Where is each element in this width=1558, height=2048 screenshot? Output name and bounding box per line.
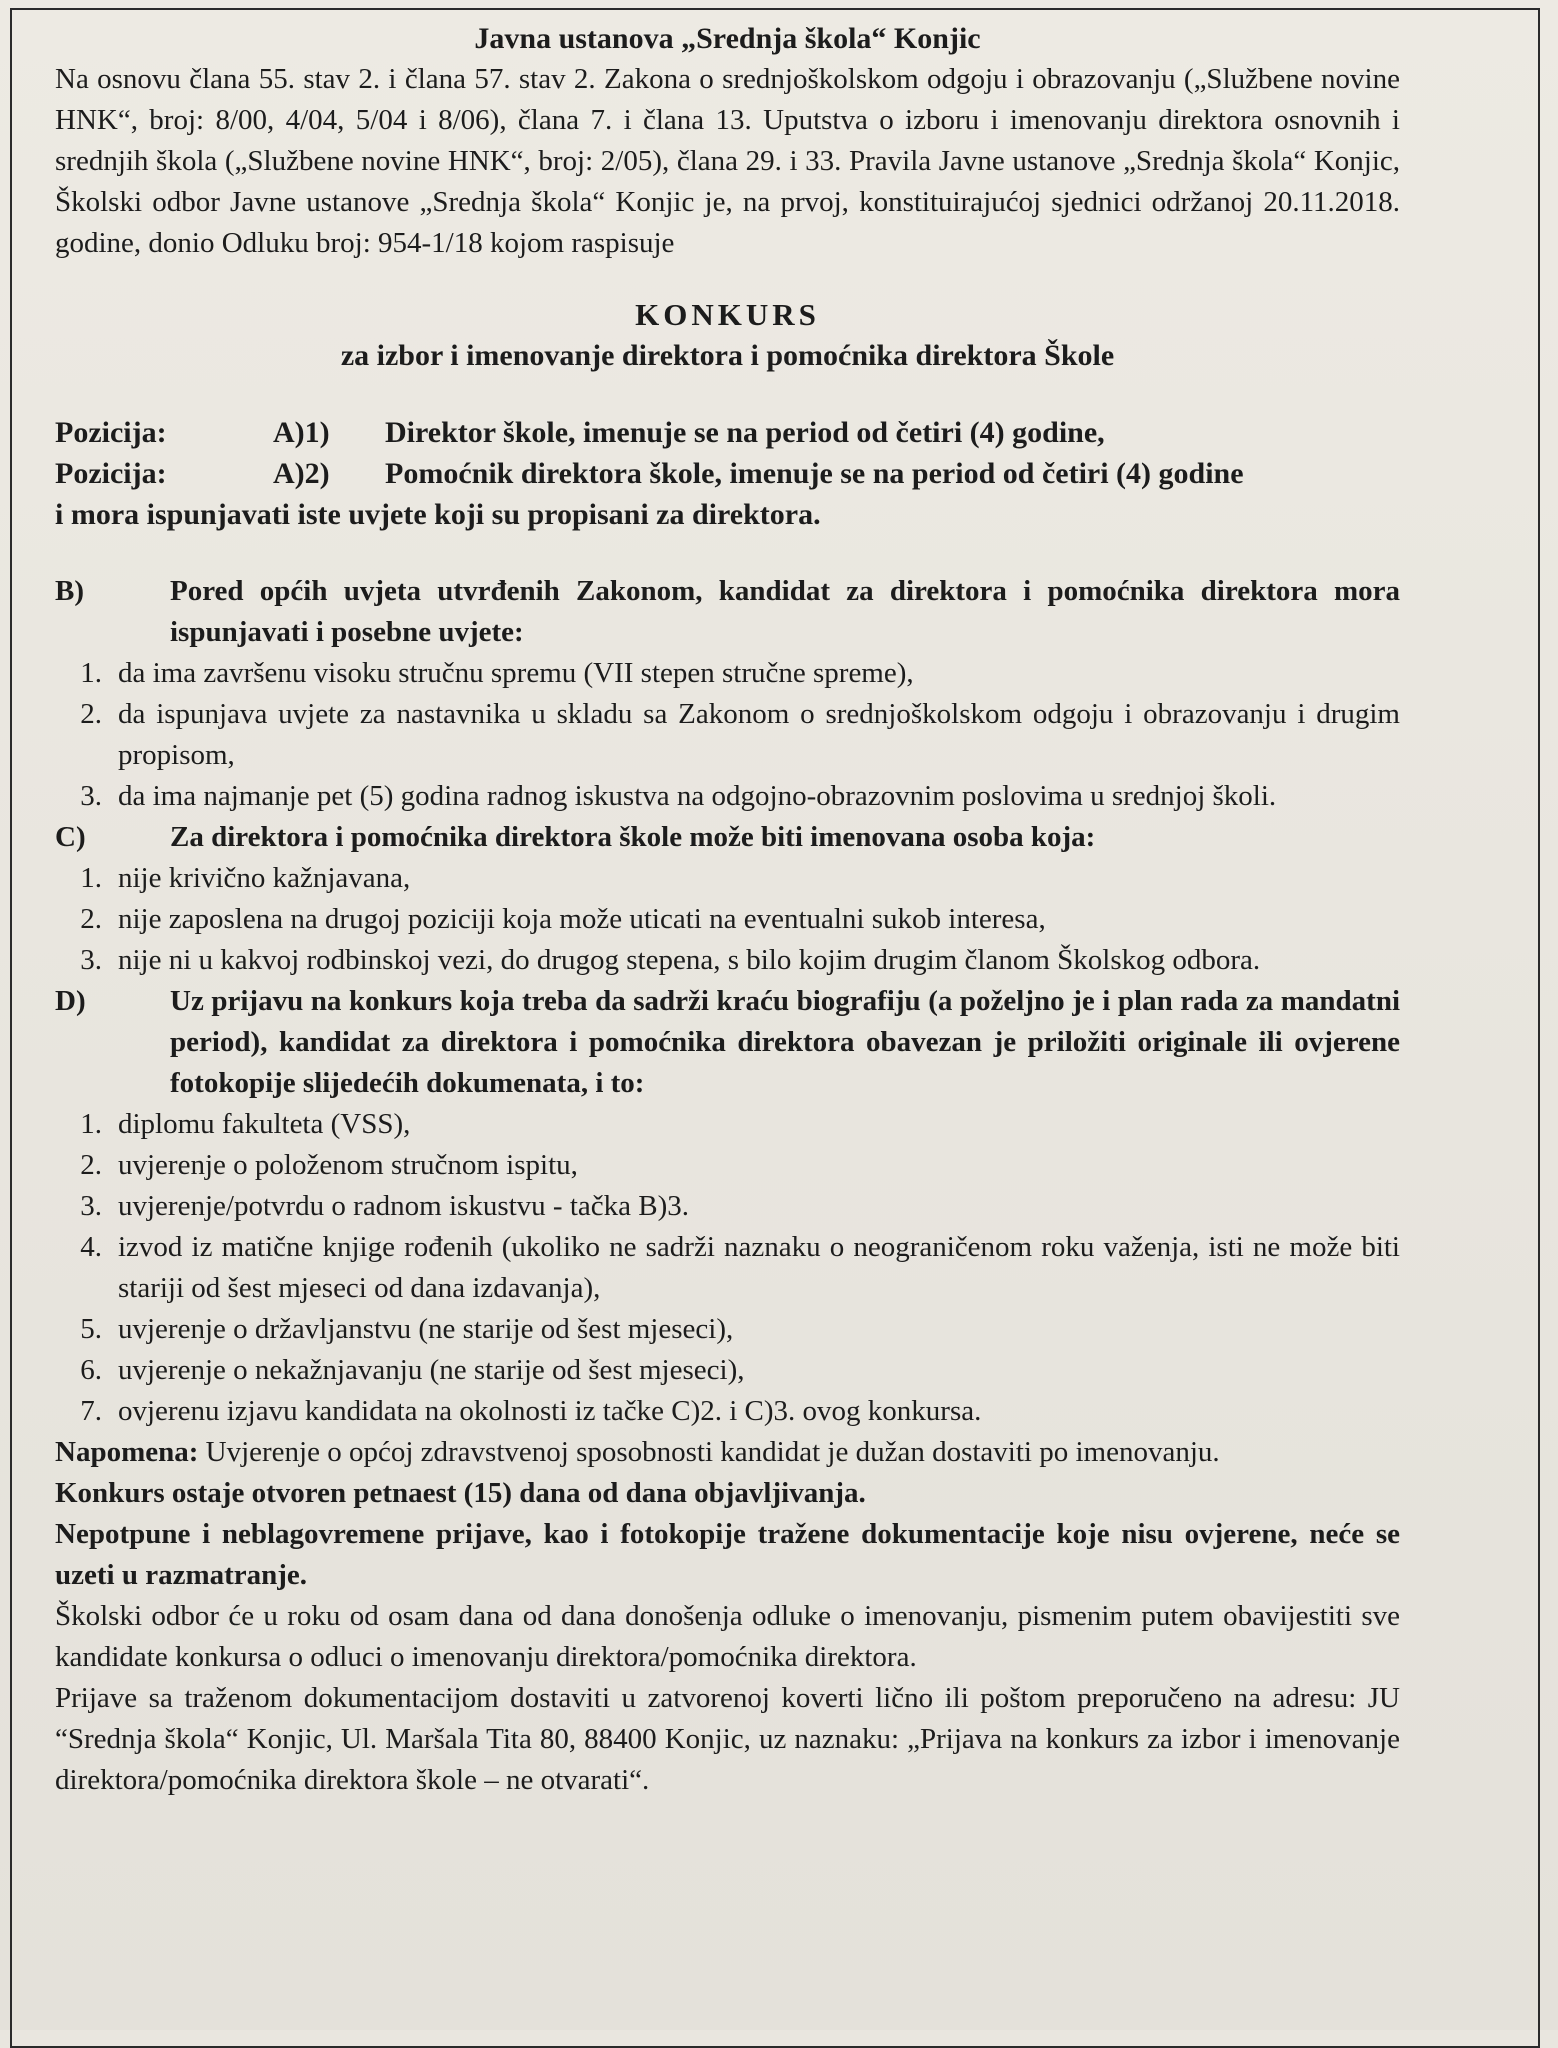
position-label: Pozicija:	[55, 457, 167, 490]
list-text: uvjerenje o nekažnjavanju (ne starije od šest mjeseci),	[118, 1354, 745, 1386]
list-number: 1.	[80, 1108, 102, 1140]
notification-paragraph: Školski odbor će u roku od osam dana od dana donošenja odluke o imenovanju, pismenim putem obavijestiti sve kandidate konkursa o odluci o imenovanju direktora/pomoćnika direktora.	[55, 1600, 1400, 1673]
section-c-list	[55, 858, 1400, 981]
list-text: da ispunjava uvjete za nastavnika u skladu sa Zakonom o srednjoškolskom odgoju i obrazovanju i drugim propisom,	[118, 698, 1400, 771]
section-d-heading	[55, 981, 1400, 1104]
list-number: 6.	[80, 1354, 102, 1386]
list-number: 1.	[80, 657, 102, 689]
list-item	[55, 1391, 1400, 1432]
document-title: KONKURS	[635, 297, 820, 332]
deadline-text: Konkurs ostaje otvoren petnaest (15) dana od dana objavljivanja.	[55, 1477, 866, 1509]
section-b-list	[55, 653, 1400, 817]
position-text: Direktor škole, imenuje se na period od četiri (4) godine,	[385, 416, 1105, 449]
list-number: 2.	[80, 698, 102, 730]
list-text: izvod iz matične knjige rođenih (ukoliko ne sadrži naznaku o neograničenom roku važenja, isti ne može biti stariji od šest mjeseci od dana izdavanja),	[118, 1231, 1400, 1304]
list-number: 3.	[80, 780, 102, 812]
list-text: nije krivično kažnjavana,	[118, 862, 411, 894]
list-item	[55, 858, 1400, 899]
list-item	[55, 1186, 1400, 1227]
note-label: Napomena:	[55, 1436, 199, 1468]
list-item	[55, 899, 1400, 940]
incomplete-applications-text: Nepotpune i neblagovremene prijave, kao i fotokopije tražene dokumentacije koje nisu ovjerene, neće se uzeti u razmatranje.	[55, 1518, 1400, 1591]
positions-continuation: i mora ispunjavati iste uvjete koji su propisani za direktora.	[55, 498, 821, 531]
list-item	[55, 1145, 1400, 1186]
submission-paragraph: Prijave sa traženom dokumentacijom dostaviti u zatvorenoj koverti lično ili poštom preporučeno na adresu: JU “Srednja škola“ Konjic, Ul. Maršala Tita 80, 88400 Konjic, uz naznaku: „Prijava na konkurs za izbor i imenovanje direktora/pomoćnika direktora škole – ne otvarati“.	[55, 1682, 1400, 1796]
list-text: uvjerenje o položenom stručnom ispitu,	[118, 1149, 578, 1181]
list-number: 3.	[80, 944, 102, 976]
position-code: A)1)	[273, 416, 330, 449]
section-d-list	[55, 1104, 1400, 1432]
list-item	[55, 1309, 1400, 1350]
list-item	[55, 694, 1400, 776]
list-number: 1.	[80, 862, 102, 894]
note-paragraph	[55, 1432, 1400, 1473]
section-heading: Uz prijavu na konkurs koja treba da sadrži kraću biografiju (a poželjno je i plan rada za mandatni period), kandidat za direktora i pomoćnika direktora obavezan je priložiti originale ili ovjerene fotokopije slijedećih dokumenata, i to:	[170, 985, 1400, 1099]
list-number: 4.	[80, 1231, 102, 1263]
list-number: 7.	[80, 1395, 102, 1427]
institution-name: Javna ustanova „Srednja škola“ Konjic	[474, 22, 981, 55]
list-text: da ima najmanje pet (5) godina radnog iskustva na odgojno-obrazovnim poslovima u srednjoj školi.	[118, 780, 1277, 812]
document-subtitle: za izbor i imenovanje direktora i pomoćnika direktora Škole	[340, 339, 1115, 372]
position-code: A)2)	[273, 457, 330, 490]
list-item	[55, 653, 1400, 694]
section-heading: Pored općih uvjeta utvrđenih Zakonom, kandidat za direktora i pomoćnika direktora mora ispunjavati i posebne uvjete:	[170, 575, 1400, 648]
list-text: nije zaposlena na drugoj poziciji koja može uticati na eventualni sukob interesa,	[118, 903, 1046, 935]
position-label: Pozicija:	[55, 416, 167, 449]
list-text: diplomu fakulteta (VSS),	[118, 1108, 411, 1140]
list-text: da ima završenu visoku stručnu spremu (VII stepen stručne spreme),	[118, 657, 914, 689]
note-text: Uvjerenje o općoj zdravstvenoj sposobnosti kandidat je dužan dostaviti po imenovanju.	[205, 1436, 1220, 1468]
list-text: uvjerenje/potvrdu o radnom iskustvu - tačka B)3.	[118, 1190, 690, 1222]
section-letter: C)	[55, 821, 86, 853]
position-row	[55, 453, 1400, 494]
list-number: 3.	[80, 1190, 102, 1222]
list-number: 2.	[80, 903, 102, 935]
position-row	[55, 412, 1400, 453]
list-text: nije ni u kakvoj rodbinskoj vezi, do drugog stepena, s bilo kojim drugim članom Školskog odbora.	[118, 944, 1261, 976]
section-b-heading	[55, 571, 1400, 653]
section-letter: D)	[55, 985, 86, 1017]
position-text: Pomoćnik direktora škole, imenuje se na period od četiri (4) godine	[385, 457, 1244, 490]
intro-paragraph: Na osnovu člana 55. stav 2. i člana 57. stav 2. Zakona o srednjoškolskom odgoju i obrazovanju („Službene novine HNK“, broj: 8/00, 4/04, 5/04 i 8/06), člana 7. i člana 13. Uputstva o izboru i imenovanju direktora osnovnih i srednjih škola („Službene novine HNK“, broj: 2/05), člana 29. i 33. Pravila Javne ustanove „Srednja škola“ Konjic, Školski odbor Javne ustanove „Srednja škola“ Konjic je, na prvoj, konstituirajućoj sjednici održanoj 20.11.2018. godine, donio Odluku broj: 954-1/18 kojom raspisuje	[55, 63, 1400, 259]
list-item	[55, 1227, 1400, 1309]
list-item	[55, 776, 1400, 817]
list-item	[55, 1350, 1400, 1391]
list-text: ovjerenu izjavu kandidata na okolnosti iz tačke C)2. i C)3. ovog konkursa.	[118, 1395, 982, 1427]
section-heading: Za direktora i pomoćnika direktora škole može biti imenovana osoba koja:	[170, 821, 1096, 853]
list-number: 5.	[80, 1313, 102, 1345]
document-body	[55, 18, 1400, 1801]
section-letter: B)	[55, 575, 84, 607]
list-text: uvjerenje o državljanstvu (ne starije od šest mjeseci),	[118, 1313, 734, 1345]
section-c-heading	[55, 817, 1400, 858]
list-number: 2.	[80, 1149, 102, 1181]
list-item	[55, 940, 1400, 981]
list-item	[55, 1104, 1400, 1145]
